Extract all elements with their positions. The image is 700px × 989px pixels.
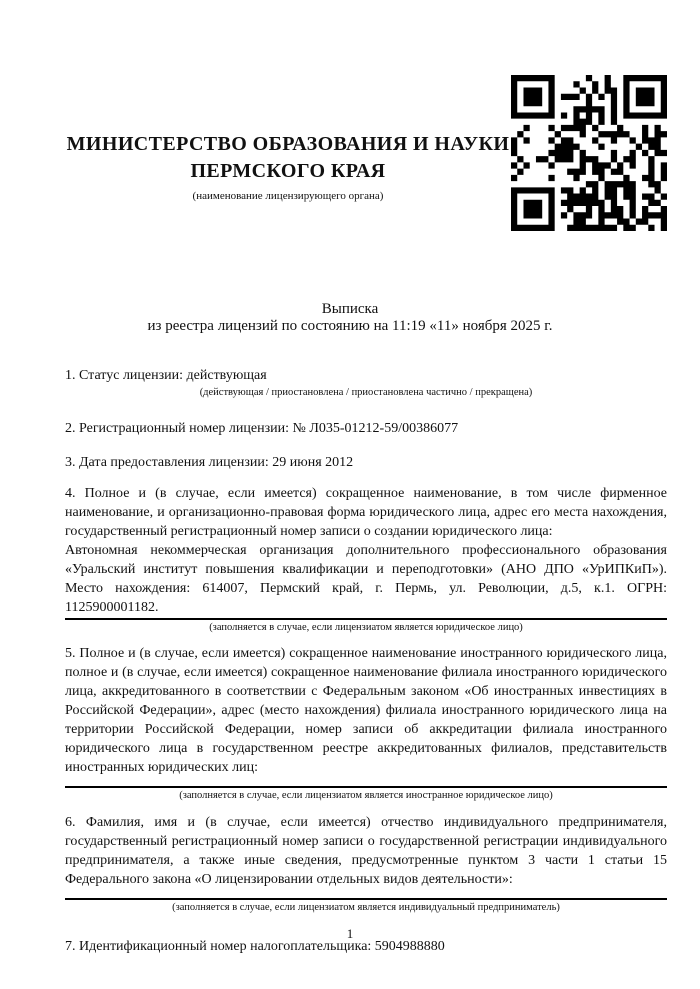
document-body xyxy=(0,366,700,956)
item-3-license-date: 3. Дата предоставления лицензии: 29 июня 2012 xyxy=(65,455,354,470)
item-1-status-options-caption: (действующая / приостановлена / приостановлена частично / прекращена) xyxy=(199,387,533,398)
document-title xyxy=(0,301,700,335)
item-7-taxpayer-number: 7. Идентификационный номер налогоплательщика: 5904988880 xyxy=(65,939,445,954)
authority-caption: (наименование лицензирующего органа) xyxy=(192,190,384,202)
item-6-caption: (заполняется в случае, если лицензиатом является индивидуальный предприниматель) xyxy=(172,902,560,913)
item-6-entrepreneur-question: 6. Фамилия, имя и (в случае, если имеется) отчество индивидуального предпринимателя, государственный регистрационный номер записи о государственной регистрации индивидуального предпринимателя, а также иные сведения, предусмотренные пунктом 3 части 1 статьи 15 Федерального закона «О лицензировании отдельных видов деятельности»: xyxy=(65,815,667,887)
item-6-fill-rule xyxy=(65,898,667,900)
item-1-license-status: 1. Статус лицензии: действующая xyxy=(65,368,267,383)
item-4-legal-entity-question: 4. Полное и (в случае, если имеется) сокращенное наименование, в том числе фирменное наименование, и организационно-правовая форма юридического лица, адрес его места нахождения, государственный регистрационный номер записи о создании юридического лица: xyxy=(65,486,667,539)
item-5-foreign-entity-question: 5. Полное и (в случае, если имеется) сокращенное наименование иностранного юридического лица, полное и (в случае, если имеется) сокращенное наименование филиала иностранного юридического лица, аккредитованного в соответствии с Федеральным законом «Об иностранных инвестициях в Российской Федерации», адрес (место нахождения) филиала иностранного юридического лица на территории Российской Федерации, номер записи об аккредитации филиала иностранного юридического лица в государственном реестре аккредитованных филиалов, представительств иностранных юридических лиц: xyxy=(65,646,667,775)
document-header xyxy=(0,0,700,231)
page-number: 1 xyxy=(346,926,354,941)
document-title-line2: из реестра лицензий по состоянию на 11:19 «11» ноября 2025 г. xyxy=(147,318,553,334)
qr-code-icon xyxy=(511,75,667,231)
item-4-caption: (заполняется в случае, если лицензиатом является юридическое лицо) xyxy=(209,622,523,633)
item-4-fill-rule xyxy=(65,618,667,620)
licensing-authority-block xyxy=(65,131,511,203)
item-2-registration-number: 2. Регистрационный номер лицензии: № Л035-01212-59/00386077 xyxy=(65,421,459,436)
item-4-legal-entity-value: Автономная некоммерческая организация дополнительного профессионального образования «Уральский институт повышения квалификации и переподготовки» (АНО ДПО «УрИПКиП»). Место нахождения: 614007, Пермский край, г. Пермь, ул. Революции, д.5, к.1. ОГРН: 1125900001182. xyxy=(65,543,667,615)
document-title-line1: Выписка xyxy=(321,301,379,317)
item-5-fill-rule xyxy=(65,786,667,788)
item-5-caption: (заполняется в случае, если лицензиатом является иностранное юридическое лицо) xyxy=(179,790,553,801)
authority-name-line1: МИНИСТЕРСТВО ОБРАЗОВАНИЯ И НАУКИ xyxy=(66,133,510,155)
authority-name-line2: ПЕРМСКОГО КРАЯ xyxy=(190,160,386,182)
